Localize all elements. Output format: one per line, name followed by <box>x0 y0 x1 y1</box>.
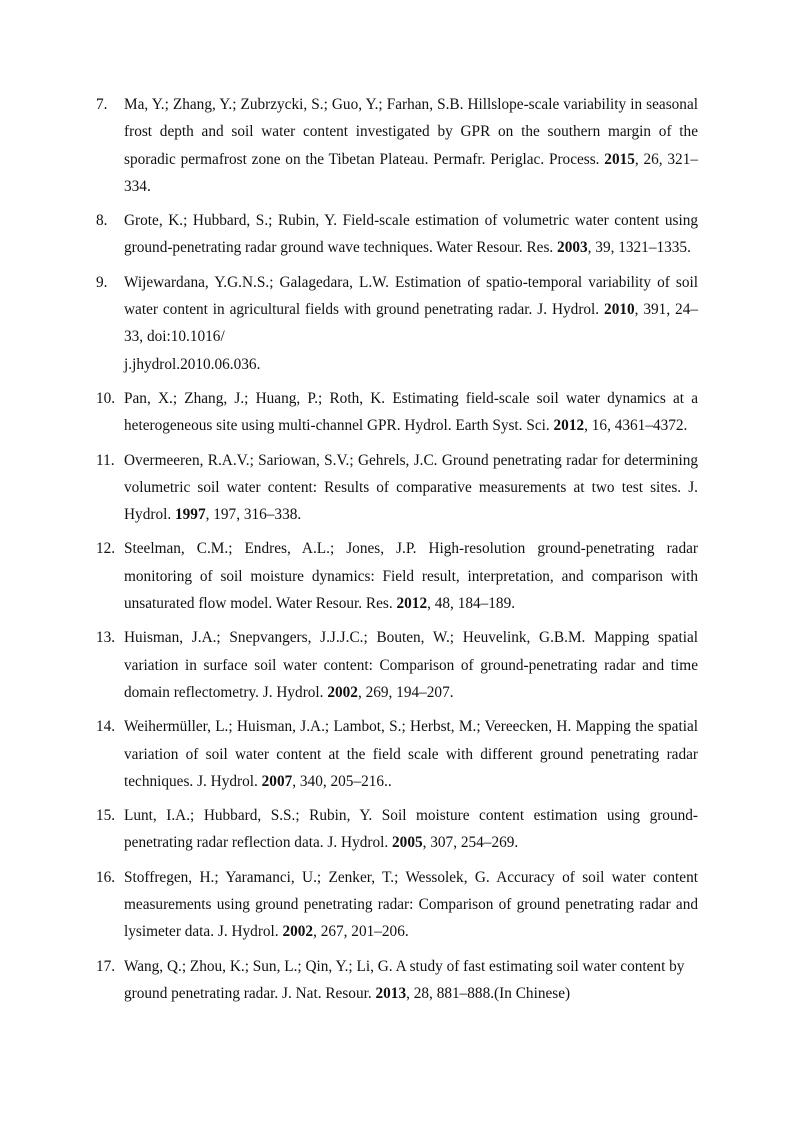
reference-details: , 197, 316–338. <box>205 506 302 524</box>
reference-number: 16. <box>96 868 116 886</box>
reference-year: 2015 <box>604 150 635 168</box>
reference-text <box>124 207 698 262</box>
reference-item <box>96 447 698 529</box>
reference-details: , 39, 1321–1335. <box>587 239 691 257</box>
reference-details: , 28, 881–888.(In Chinese) <box>406 984 571 1002</box>
reference-text <box>124 385 698 440</box>
reference-text <box>124 91 698 200</box>
reference-number: 11. <box>96 451 115 469</box>
reference-body: Huisman, J.A.; Snepvangers, J.J.J.C.; Bouten, W.; Heuvelink, G.B.M. Mapping spatial variation in surface soil water content: Comparison of ground-penetrating radar and time domain reflectometry. J. Hydrol. <box>124 629 698 701</box>
reference-item <box>96 624 698 706</box>
reference-body: Steelman, C.M.; Endres, A.L.; Jones, J.P. High-resolution ground-penetrating radar monitoring of soil moisture dynamics: Field result, interpretation, and comparison with unsaturated flow model. Water Resour. Res. <box>124 540 698 613</box>
reference-text <box>124 713 698 795</box>
reference-body: Ma, Y.; Zhang, Y.; Zubrzycki, S.; Guo, Y.; Farhan, S.B. Hillslope-scale variability in seasonal frost depth and soil water content investigated by GPR on the southern margin of the sporadic permafrost zone on the Tibetan Plateau. Permafr. Periglac. Process. <box>124 96 698 168</box>
reference-text <box>124 864 698 946</box>
reference-text <box>124 953 698 1008</box>
reference-list <box>96 91 698 1014</box>
reference-details: , 26, 321–334. <box>124 150 698 195</box>
reference-number: 15. <box>96 807 116 825</box>
reference-item <box>96 207 698 262</box>
reference-year: 2003 <box>557 239 588 257</box>
reference-text <box>124 447 698 529</box>
reference-item <box>96 535 698 617</box>
reference-item <box>96 385 698 440</box>
reference-number: 12. <box>96 540 116 558</box>
reference-year: 2002 <box>282 923 314 941</box>
reference-year: 2012 <box>396 595 428 613</box>
reference-details: , 269, 194–207. <box>357 683 454 701</box>
reference-details: , 307, 254–269. <box>422 834 519 852</box>
reference-number: 17. <box>96 957 116 975</box>
reference-number: 8. <box>96 212 108 230</box>
reference-text <box>124 802 698 857</box>
reference-body: Grote, K.; Hubbard, S.; Rubin, Y. Field-scale estimation of volumetric water content using ground-penetrating radar ground wave techniques. Water Resour. Res. <box>124 212 698 257</box>
reference-year: 2005 <box>392 834 423 852</box>
reference-year: 1997 <box>175 506 206 524</box>
reference-number: 13. <box>96 629 116 647</box>
reference-item <box>96 864 698 946</box>
reference-body: Pan, X.; Zhang, J.; Huang, P.; Roth, K. Estimating field-scale soil water dynamics at a heterogeneous site using multi-channel GPR. Hydrol. Earth Syst. Sci. <box>124 389 698 435</box>
reference-body: Stoffregen, H.; Yaramanci, U.; Zenker, T.; Wessolek, G. Accuracy of soil water content measurements using ground penetrating radar: Comparison of ground penetrating radar and lysimeter data. J. Hydrol. <box>124 868 698 941</box>
reference-number: 14. <box>96 718 116 736</box>
reference-body: Overmeeren, R.A.V.; Sariowan, S.V.; Gehrels, J.C. Ground penetrating radar for determining volumetric soil water content: Results of comparative measurements at two test sites. J. Hydrol. <box>124 451 698 524</box>
reference-year: 2012 <box>553 417 585 435</box>
reference-year: 2013 <box>375 984 407 1002</box>
reference-item <box>96 713 698 795</box>
reference-item <box>96 91 698 200</box>
reference-text <box>124 624 698 706</box>
reference-item <box>96 953 698 1008</box>
reference-details: , 391, 24–33, doi:10.1016/ <box>124 301 698 346</box>
reference-continuation: j.jhydrol.2010.06.036. <box>124 355 261 373</box>
reference-text <box>124 269 698 378</box>
reference-text <box>124 535 698 617</box>
reference-number: 7. <box>96 96 108 113</box>
reference-item <box>96 269 698 378</box>
reference-details: , 267, 201–206. <box>313 923 409 941</box>
reference-body: Weihermüller, L.; Huisman, J.A.; Lambot, S.; Herbst, M.; Vereecken, H. Mapping the spatial variation of soil water content at the field scale with different ground penetrating radar techniques. J. Hydrol. <box>124 718 698 790</box>
reference-details: , 340, 205–216.. <box>292 772 392 790</box>
reference-details: , 48, 184–189. <box>427 595 516 613</box>
reference-details: , 16, 4361–4372. <box>584 417 688 435</box>
reference-year: 2002 <box>327 683 358 701</box>
reference-number: 9. <box>96 273 108 291</box>
reference-item <box>96 802 698 857</box>
reference-body: Wang, Q.; Zhou, K.; Sun, L.; Qin, Y.; Li, G. A study of fast estimating soil water content by ground penetrating radar. J. Nat. Resour. <box>124 957 685 1002</box>
reference-number: 10. <box>96 389 116 407</box>
reference-body: Lunt, I.A.; Hubbard, S.S.; Rubin, Y. Soil moisture content estimation using ground-penetrating radar reflection data. J. Hydrol. <box>124 807 698 852</box>
reference-year: 2007 <box>261 772 293 790</box>
reference-year: 2010 <box>604 301 635 319</box>
reference-body: Wijewardana, Y.G.N.S.; Galagedara, L.W. Estimation of spatio-temporal variability of soil water content in agricultural fields with ground penetrating radar. J. Hydrol. <box>124 273 698 319</box>
